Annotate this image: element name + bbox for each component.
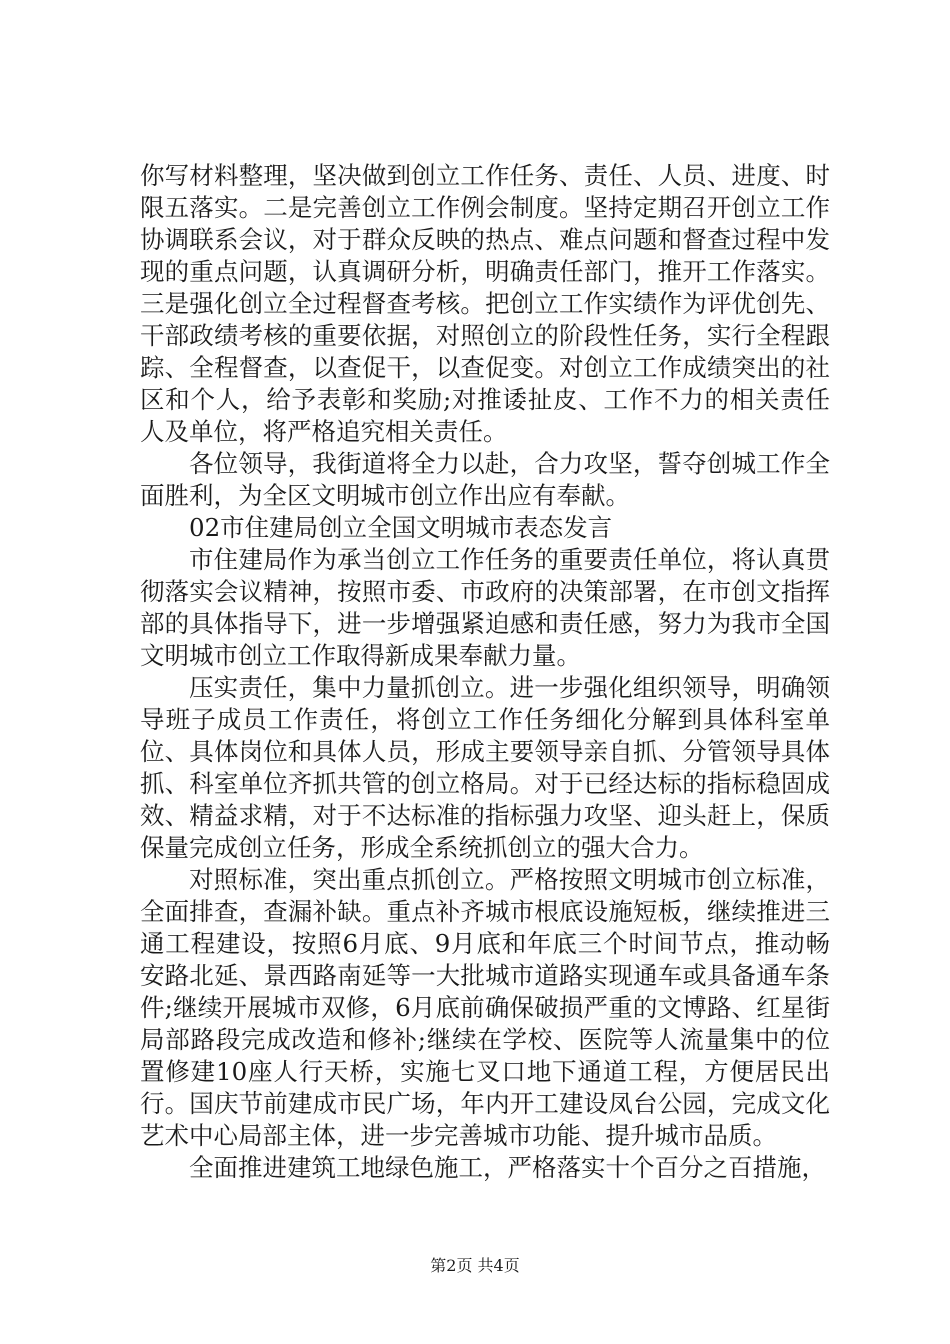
paragraph-2: 各位领导，我街道将全力以赴，合力攻坚，誓夺创城工作全面胜利，为全区文明城市创立作出应有奉献。: [140, 449, 830, 510]
paragraph-6: 全面推进建筑工地绿色施工，严格落实十个百分之百措施，: [189, 1153, 826, 1182]
section-heading: 02市住建局创立全国文明城市表态发言: [189, 513, 613, 542]
paragraph-4: 压实责任，集中力量抓创立。进一步强化组织领导，明确领导班子成员工作责任，将创立工作任务细化分解到具体科室单位、具体岗位和具体人员，形成主要领导亲自抓、分管领导具体抓、科室单位齐抓共管的创立格局。对于已经达标的指标稳固成效、精益求精，对于不达标准的指标强力攻坚、迎头赶上，保质保量完成创立任务，形成全系统抓创立的强大合力。: [140, 673, 830, 862]
paragraph-3: 市住建局作为承当创立工作任务的重要责任单位，将认真贯彻落实会议精神，按照市委、市政府的决策部署，在市创文指挥部的具体指导下，进一步增强紧迫感和责任感，努力为我市全国文明城市创立工作取得新成果奉献力量。: [140, 545, 830, 670]
paragraph-5: 对照标准，突出重点抓创立。严格按照文明城市创立标准，全面排查，查漏补缺。重点补齐城市根底设施短板，继续推进三通工程建设，按照6月底、9月底和年底三个时间节点，推动畅安路北延、景西路南延等一大批城市道路实现通车或具备通车条件;继续开展城市双修，6月底前确保破损严重的文博路、红星街局部路段完成改造和修补;继续在学校、医院等人流量集中的位置修建10座人行天桥，实施七叉口地下通道工程，方便居民出行。国庆节前建成市民广场，年内开工建设凤台公园，完成文化艺术中心局部主体，进一步完善城市功能、提升城市品质。: [140, 865, 830, 1150]
paragraph-1: 你写材料整理，坚决做到创立工作任务、责任、人员、进度、时限五落实。二是完善创立工作例会制度。坚持定期召开创立工作协调联系会议，对于群众反映的热点、难点问题和督查过程中发现的重点问题，认真调研分析，明确责任部门，推开工作落实。三是强化创立全过程督查考核。把创立工作实绩作为评优创先、干部政绩考核的重要依据，对照创立的阶段性任务，实行全程跟踪、全程督查，以查促干，以查促变。对创立工作成绩突出的社区和个人，给予表彰和奖励;对推诿扯皮、工作不力的相关责任人及单位，将严格追究相关责任。: [140, 161, 830, 446]
page-footer: 第2页 共4页: [430, 1256, 520, 1275]
document-body: [140, 160, 830, 1184]
